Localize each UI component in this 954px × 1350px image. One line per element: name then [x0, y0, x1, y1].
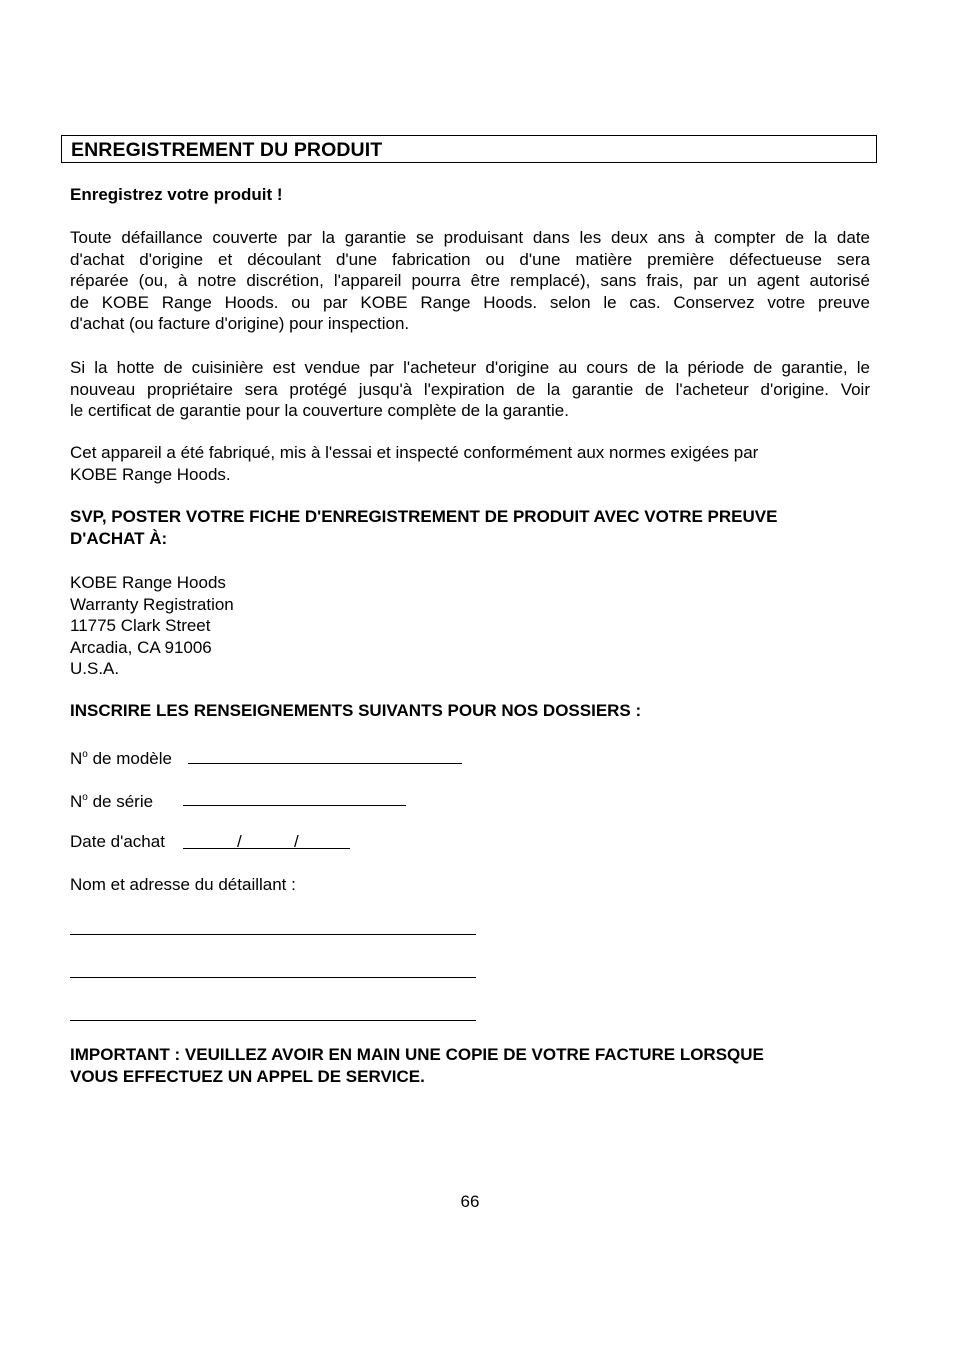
paragraph-line: d'achat (ou facture d'origine) pour inspection.: [70, 314, 410, 333]
page-number: 66: [460, 1192, 480, 1211]
paragraph-line: Cet appareil a été fabriqué, mis à l'essai et inspecté conformément aux normes exigées par: [70, 443, 759, 462]
intro-heading: Enregistrez votre produit !: [70, 185, 283, 204]
important-notice: [70, 1044, 870, 1087]
paragraph-line: de KOBE Range Hoods. ou par KOBE Range Hoods. selon le cas. Conservez votre preuve: [70, 292, 870, 312]
records-heading: INSCRIRE LES RENSEIGNEMENTS SUIVANTS POUR NOS DOSSIERS :: [70, 701, 642, 720]
purchase-date-field[interactable]: [183, 848, 350, 849]
serial-label-text: de série: [87, 792, 154, 811]
section-title: ENREGISTREMENT DU PRODUIT: [71, 139, 383, 161]
dealer-label: Nom et adresse du détaillant :: [70, 875, 296, 894]
paragraph-transfer: [70, 357, 870, 422]
mailing-address: [70, 572, 870, 680]
serial-number-label: [70, 787, 153, 812]
paragraph-line: le certificat de garantie pour la couverture complète de la garantie.: [70, 401, 569, 420]
dealer-field-line-1[interactable]: [70, 934, 476, 935]
address-line: KOBE Range Hoods: [70, 573, 226, 592]
dealer-field-line-3[interactable]: [70, 1020, 476, 1021]
address-line: Arcadia, CA 91006: [70, 637, 212, 657]
important-line: VOUS EFFECTUEZ UN APPEL DE SERVICE.: [70, 1066, 425, 1086]
mail-heading-line: SVP, POSTER VOTRE FICHE D'ENREGISTREMENT DE PRODUIT AVEC VOTRE PREUVE: [70, 507, 778, 526]
paragraph-line: d'achat d'origine et découlant d'une fabrication ou d'une matière première défectueuse sera: [70, 249, 870, 269]
model-prefix: N: [70, 749, 83, 768]
section-header-box: [61, 135, 877, 163]
address-line: U.S.A.: [70, 659, 120, 678]
paragraph-line: Toute défaillance couverte par la garantie se produisant dans les deux ans à compter de la date: [70, 228, 870, 247]
serial-superscript: o: [82, 792, 88, 803]
mail-heading-line: D'ACHAT À:: [70, 528, 168, 548]
serial-number-field[interactable]: [183, 805, 406, 806]
mail-heading: [70, 506, 870, 549]
dealer-field-line-2[interactable]: [70, 977, 476, 978]
purchase-date-label: Date d'achat: [70, 832, 165, 851]
serial-prefix: N: [70, 792, 83, 811]
model-label-text: de modèle: [87, 749, 172, 768]
paragraph-line: réparée (ou, à notre discrétion, l'appareil pourra être remplacé), sans frais, par un agent autorisé: [70, 271, 870, 290]
model-number-field[interactable]: [188, 763, 462, 764]
date-separator: /: [237, 832, 242, 851]
paragraph-line: Si la hotte de cuisinière est vendue par l'acheteur d'origine au cours de la période de garantie, le: [70, 358, 870, 377]
address-line: Warranty Registration: [70, 594, 234, 614]
date-separator: /: [294, 832, 299, 851]
address-line: 11775 Clark Street: [70, 616, 211, 635]
important-line: IMPORTANT : VEUILLEZ AVOIR EN MAIN UNE COPIE DE VOTRE FACTURE LORSQUE: [70, 1045, 764, 1064]
model-superscript: o: [82, 749, 88, 760]
paragraph-line: KOBE Range Hoods.: [70, 464, 231, 484]
paragraph-manufacture: [70, 442, 870, 485]
model-number-label: [70, 744, 172, 769]
paragraph-line: nouveau propriétaire sera protégé jusqu'à l'expiration de la garantie de l'acheteur d'origine. Voir: [70, 379, 870, 399]
paragraph-warranty-coverage: [70, 227, 870, 335]
